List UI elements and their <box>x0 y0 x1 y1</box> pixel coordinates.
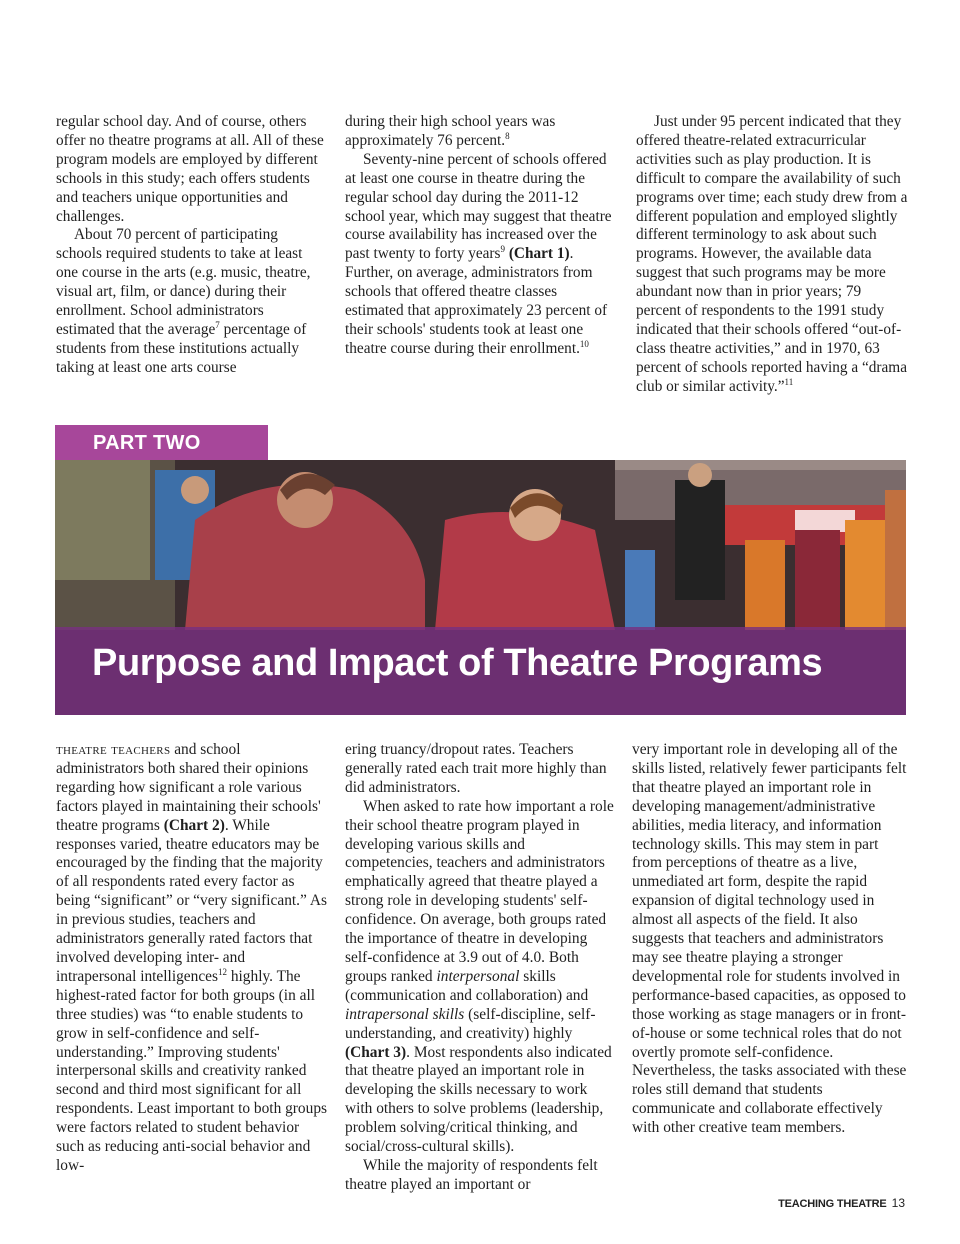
chart-reference: (Chart 3) <box>345 1043 407 1061</box>
page-number: 13 <box>891 1196 905 1210</box>
footnote-ref: 11 <box>784 376 794 387</box>
paragraph: When asked to rate how important a role their school theatre program played in developing various skills and competencies, teachers and administrators emphatically agreed that theatre played a strong role in developing students' self-confidence. On average, both groups rated the importance of theatre in developing self-confidence at 3.9 out of 4.0. Both groups ranked interpersonal skills (communication and collaboration) and intrapersonal skills (self-discipline, self-understanding, and creativity) highly (Chart 3). Most respondents also indicated that theatre played an important role in developing the skills necessary to work with others to solve problems (leadership, problem solving/critical thinking, and social/cross-cultural skills). <box>345 797 614 1156</box>
footnote-ref: 9 <box>500 244 505 255</box>
chart-reference: (Chart 1) <box>508 245 570 263</box>
footnote-ref: 7 <box>215 319 220 330</box>
bottom-column-1 <box>56 741 328 1176</box>
paragraph: ering truancy/dropout rates. Teachers generally rated each trait more highly than did administrators. <box>345 741 607 796</box>
top-column-3 <box>636 113 908 397</box>
footnote-ref: 8 <box>505 130 510 141</box>
footnote-ref: 12 <box>217 966 227 977</box>
paragraph: during their high school years was approximately 76 percent.$^8$ <box>345 113 556 149</box>
section-photo <box>55 460 906 715</box>
paragraph: regular school day. And of course, others offer no theatre programs at all. All of these program models are employed by different schools in this study; each offers students and teachers unique opportunities and challenges. <box>56 113 324 225</box>
emphasis: interpersonal <box>436 967 520 985</box>
top-column-2 <box>345 113 615 359</box>
paragraph: While the majority of respondents felt theatre played an important or <box>345 1156 598 1193</box>
page-footer <box>778 1196 905 1210</box>
lead-in: theatre teachers <box>56 741 171 758</box>
footnote-ref: 10 <box>579 338 589 349</box>
paragraph: theatre teachers and school administrators both shared their opinions regarding how significant a role various factors played in maintaining their schools' theatre programs (Chart 2). While responses varied, theatre educators may be encouraged by the finding that the majority of all respondents rated every factor as being “significant” or “very significant.” As in previous studies, teachers and administrators generally rated factors that involved developing inter- and intrapersonal intelligences$^{12}$ highly. The highest-rated factor for both groups (in all three studies) was “to enable students to grow in self-confidence and self-understanding.” Improving students' interpersonal skills and creativity ranked second and third most significant for all respondents. Least important to both groups were factors related to student behavior such as reducing anti-social behavior and low- <box>56 741 328 1174</box>
top-column-1 <box>56 113 326 378</box>
paragraph: About 70 percent of participating schools required students to take at least one course in the arts (e.g. music, theatre, visual art, film, or dance) during their enrollment. School administrators estimated that the average$^7$ percentage of students from these institutions actually taking at least one arts course <box>56 226 311 376</box>
section-title: Purpose and Impact of Theatre Programs <box>92 642 823 684</box>
chart-reference: (Chart 2) <box>163 816 225 834</box>
part-label: PART TWO <box>55 425 268 461</box>
emphasis: intrapersonal skills <box>345 1005 465 1023</box>
paragraph: very important role in developing all of the skills listed, relatively fewer participants felt that theatre played an important role in developing management/administrative abilities, media literacy, and information technology skills. This may stem in part from perceptions of theatre as a live, unmediated art form, despite the rapid expansion of digital technology used in almost all aspects of the field. It also suggests that teachers and administrators may see theatre playing a stronger developmental role for students involved in performance-based capacities, as opposed to those working as stage managers or in front-of-house or some technical roles that do not overtly promote self-confidence. Nevertheless, the tasks associated with these roles still demand that students communicate and collaborate effectively with other creative team members. <box>632 741 907 1137</box>
publication-name: TEACHING THEATRE <box>778 1198 887 1210</box>
bottom-column-2 <box>345 741 615 1195</box>
bottom-column-3 <box>632 741 908 1138</box>
paragraph: Just under 95 percent indicated that they offered theatre-related extracurricular activities such as play production. It is difficult to compare the availability of such programs over time; each study drew from a different population and employed slightly different terminology to ask about such programs. However, the available data suggest that such programs may be more abundant now than in prior years; 79 percent of respondents to the 1991 study indicated that their schools offered “out-of-class theatre activities,” and in 1970, 63 percent of schools reported having a “drama club or similar activity.”$^{11}$ <box>636 113 908 395</box>
paragraph: Seventy-nine percent of schools offered at least one course in theatre during the regular school day during the 2011-12 school year, which may suggest that theatre course availability has increased over the past twenty to forty years$^9$ (Chart 1). Further, on average, administrators from schools that offered theatre classes estimated that approximately 23 percent of their schools' students took at least one theatre course during their enrollment.$^{10}$ <box>345 150 612 357</box>
